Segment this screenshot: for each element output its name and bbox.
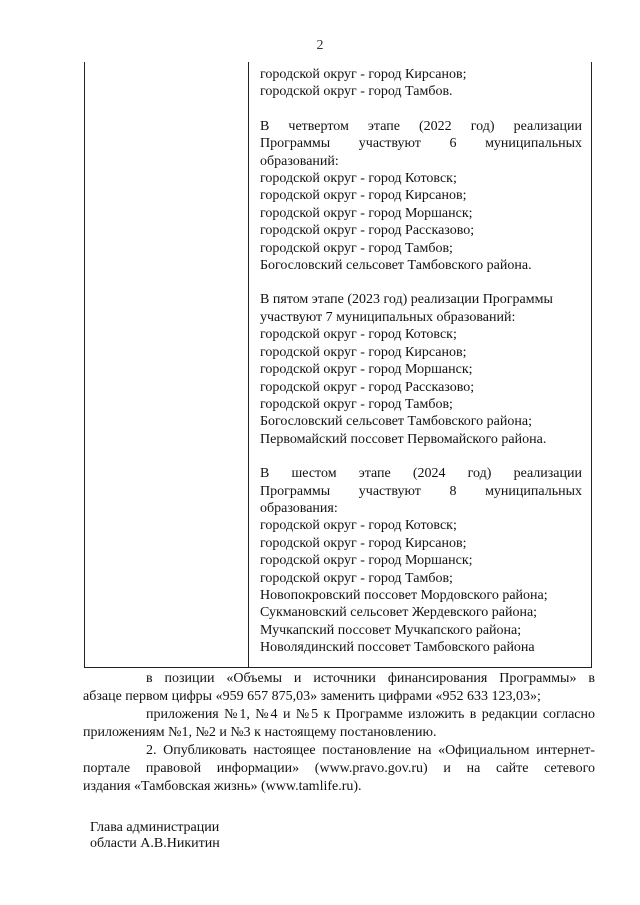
stage5-item: городской округ - город Кирсанов; xyxy=(260,344,467,360)
stage4-item: городской округ - город Кирсанов; xyxy=(260,188,467,204)
stage4-heading-line: В четвертом этапе (2022 год) реализации xyxy=(260,118,582,134)
stage6-item: Мучкапский поссовет Мучкапского района; xyxy=(260,622,522,638)
paragraph-publish-line: издания «Тамбовская жизнь» (www.tamlife.ru). xyxy=(83,779,362,794)
stage5-item: городской округ - город Рассказово; xyxy=(260,379,475,395)
stage4-item: городской округ - город Моршанск; xyxy=(260,205,473,221)
stage6-heading-line: образования: xyxy=(260,500,338,516)
stage4-heading-line: образований: xyxy=(260,153,339,169)
stage5-item: Богословский сельсовет Тамбовского района; xyxy=(260,414,532,430)
stage5-heading-line: В пятом этапе (2023 год) реализации Программы xyxy=(260,292,553,308)
signature-block xyxy=(90,820,220,852)
signature-name: области А.В.Никитин xyxy=(90,836,220,851)
stage6-item: городской округ - город Котовск; xyxy=(260,518,457,534)
stage4-heading-line: Программы участвуют 6 муниципальных xyxy=(260,136,582,152)
paragraph-financing-line: абзаце первом цифры «959 657 875,03» заменить цифрами «952 633 123,03»; xyxy=(83,689,541,704)
signature-title: Глава администрации xyxy=(90,820,220,835)
stage4-item: городской округ - город Тамбов; xyxy=(260,240,453,256)
stage4-item: Богословский сельсовет Тамбовского района. xyxy=(260,258,532,274)
paragraph-appendices-line: приложения №1, №4 и №5 к Программе изложить в редакции согласно xyxy=(146,707,595,722)
stage4-item: городской округ - город Котовск; xyxy=(260,171,457,187)
stage5-item: городской округ - город Котовск; xyxy=(260,327,457,343)
paragraph-financing-line: в позиции «Объемы и источники финансирования Программы» в xyxy=(146,671,595,686)
stage6-heading-line: Программы участвуют 8 муниципальных xyxy=(260,483,582,499)
stage6-item: Новопокровский поссовет Мордовского района; xyxy=(260,587,548,603)
document-body xyxy=(83,670,595,796)
stage6-item: городской округ - город Моршанск; xyxy=(260,553,473,569)
column-divider xyxy=(248,62,249,667)
page-number: 2 xyxy=(316,38,324,53)
stage3-item: городской округ - город Тамбов. xyxy=(260,84,453,100)
amendment-table xyxy=(84,62,592,668)
stage4-item: городской округ - город Рассказово; xyxy=(260,223,475,239)
paragraph-publish-line: 2. Опубликовать настоящее постановление на «Официальном интернет- xyxy=(146,743,595,758)
stage6-item: городской округ - город Тамбов; xyxy=(260,570,453,586)
table-cell-municipalities xyxy=(260,66,582,657)
stage6-item: городской округ - город Кирсанов; xyxy=(260,535,467,551)
stage5-item: городской округ - город Моршанск; xyxy=(260,362,473,378)
stage6-item: Сукмановский сельсовет Жердевского района; xyxy=(260,605,538,621)
paragraph-publish-line: портале правовой информации» (www.pravo.gov.ru) и на сайте сетевого xyxy=(83,761,595,776)
stage6-heading-line: В шестом этапе (2024 год) реализации xyxy=(260,466,582,482)
stage6-item: Новолядинский поссовет Тамбовского района xyxy=(260,640,535,656)
stage5-item: городской округ - город Тамбов; xyxy=(260,396,453,412)
paragraph-appendices-line: приложениям №1, №2 и №3 к настоящему постановлению. xyxy=(83,725,437,740)
stage5-heading-line: участвуют 7 муниципальных образований: xyxy=(260,309,516,325)
stage5-item: Первомайский поссовет Первомайского района. xyxy=(260,431,547,447)
stage3-item: городской округ - город Кирсанов; xyxy=(260,67,467,82)
